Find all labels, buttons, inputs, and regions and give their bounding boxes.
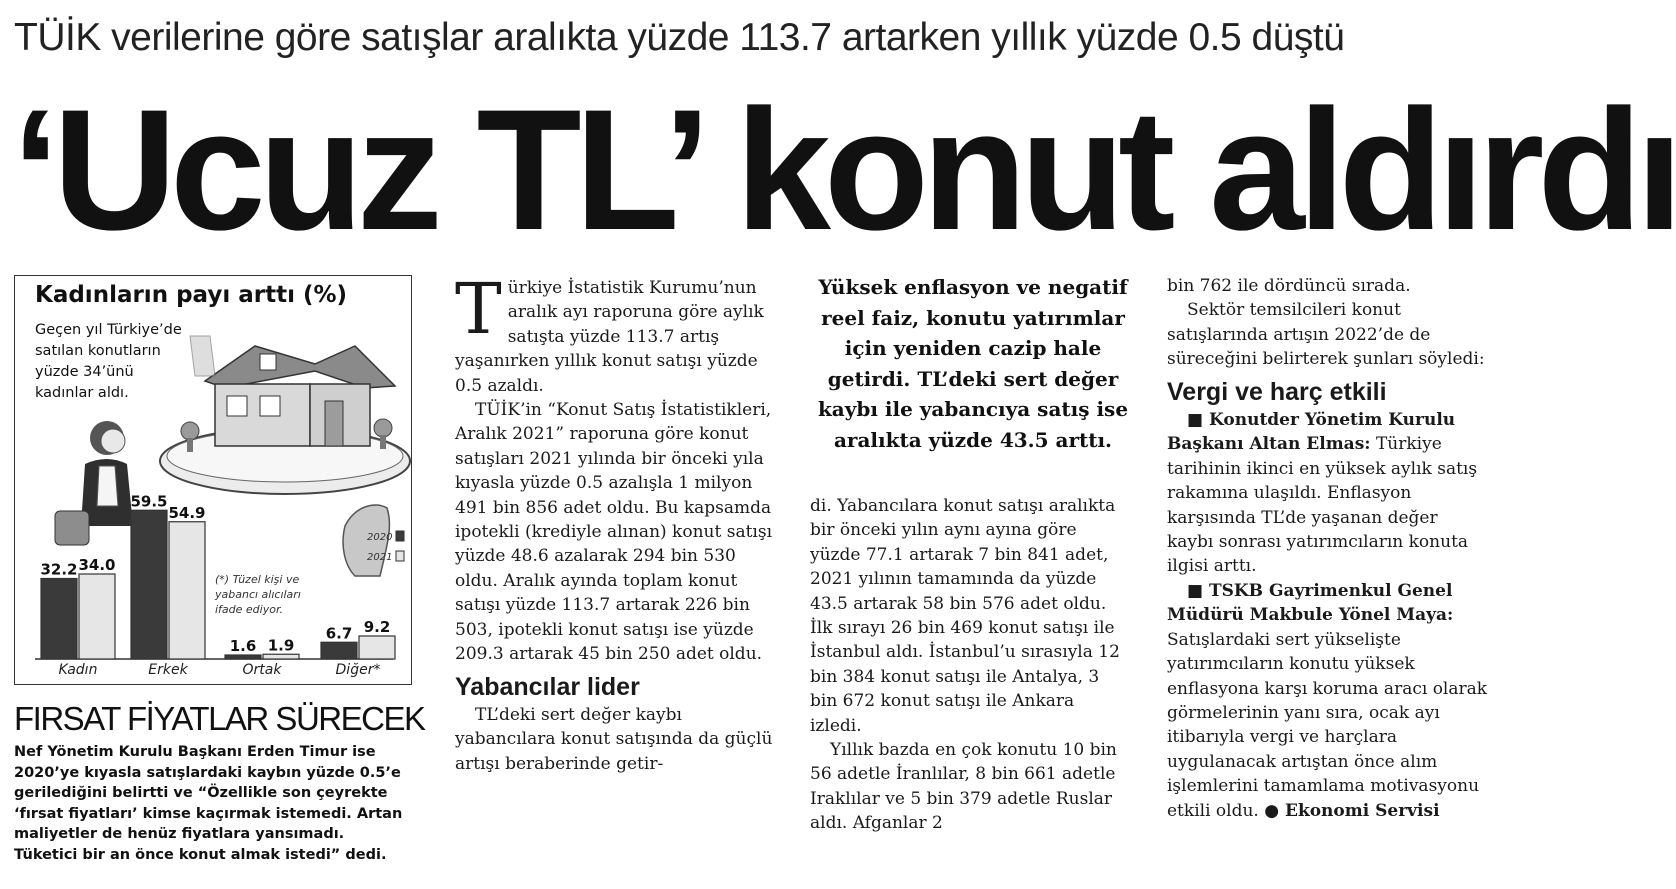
col1-paragraph-2: TÜİK’in “Konut Satış İstatistikleri, Aralık 2021” raporuna göre konut satışları 2021 yılında bir önceki yıla kıyasla yüzde 0.5 azalışla 1 milyon 491 bin 856 adet oldu. Bu kapsamda ipotekli (krediyle alınan) konut satışı yüzde 48.6 azalarak 294 bin 530 oldu. Aralık ayında toplam konut satışı yüzde 113.7 artarak 226 bin 503, ipotekli konut satışı ise yüzde 209.3 artarak 45 bin 250 adet oldu. — [455, 400, 773, 665]
bar-value-label: 34.0 — [78, 556, 116, 574]
main-headline: ‘Ucuz TL’ konut aldırdı — [12, 74, 1676, 266]
col3-paragraph-2: Sektör temsilcileri konut satışlarında artışın 2022’de de süreceğini belirterek şunları söyledi: — [1167, 300, 1485, 370]
article-column-1 — [455, 268, 775, 776]
legend-label-2020: 2020 — [367, 532, 393, 543]
category-label: Kadın — [58, 662, 98, 678]
bar-value-label: 6.7 — [325, 624, 353, 643]
bar-2020-Erkek — [131, 510, 167, 659]
pull-quote: Yüksek enflasyon ve negatif reel faiz, konutu yatırımlar için yeniden cazip hale getirdi. TL’deki sert değer kaybı ile yabancıya satış ise aralıkta yüzde 43.5 arttı. — [817, 275, 1129, 452]
col2-paragraph-1: di. Yabancılara konut satışı aralıkta bir önceki yılın aynı ayına göre yüzde 77.1 artarak 7 bin 841 adet, 2021 yılının tamamında da yüzde 43.5 artarak 58 bin 576 adet oldu. İlk sırayı 26 bin 469 konut satışı ile İstanbul aldı. İstanbul’u sırasıyla 12 bin 384 konut satışı ile Antalya, 3 bin 672 konut satışı ile Ankara izledi. — [810, 496, 1120, 736]
col2-paragraph-2: Yıllık bazda en çok konutu 10 bin 56 adetle İranlılar, 8 bin 661 adetle Iraklılar ve 5 bin 379 adetle Ruslar aldı. Afganlar 2 — [810, 740, 1117, 834]
sidebar-heading: FIRSAT FİYATLAR SÜRECEK — [14, 700, 425, 737]
drop-cap: T — [455, 268, 502, 350]
quote-2-speaker: ■ TSKB Gayrimenkul Genel Müdürü Makbule Yönel Maya: — [1167, 580, 1454, 626]
quote-2-text: Satışlardaki sert yükselişte yatırımcıların konutu yüksek enflasyona karşı koruma aracı olarak görmelerinin yanı sıra, ocak ayı itibarıyla vergi ve harçlara uygulanacak artıştan önce alım işlemlerini tamamlama motivasyonu etkili oldu. — [1167, 629, 1488, 821]
legend-label-2021: 2021 — [367, 552, 393, 563]
quote-1-speaker: ■ Konutder Yönetim Kurulu Başkanı Altan Elmas: — [1167, 410, 1456, 455]
col1-paragraph-3: TL’deki sert değer kaybı yabancılara konut satışında da güçlü artışı beraberinde getir- — [455, 704, 773, 774]
bar-2021-Erkek — [169, 522, 205, 659]
legend-swatch-2020 — [396, 531, 404, 541]
woman-illustration — [55, 421, 133, 545]
bar-value-label: 9.2 — [363, 618, 391, 636]
legend-swatch-2021 — [396, 551, 404, 561]
bar-value-label: 59.5 — [130, 492, 168, 511]
chart-footnote: (*) Tüzel kişi ve yabancı alıcıları ifade ediyor. — [215, 573, 301, 616]
chart-note: Geçen yıl Türkiye’de satılan konutların yüzde 34’ünü kadınlar aldı. — [35, 322, 182, 401]
subhead-vergi: Vergi ve harç etkili — [1167, 377, 1387, 406]
category-label: Ortak — [242, 662, 282, 678]
bar-value-label: 54.9 — [168, 503, 206, 522]
bar-2021-Diğer* — [359, 636, 395, 659]
bar-value-label: 1.9 — [267, 636, 295, 655]
category-label: Erkek — [148, 662, 188, 678]
sidebar-text: Nef Yönetim Kurulu Başkanı Erden Timur ise 2020’ye kıyasla satışlardaki kaybın yüzde 0.5’e gerilediğini belirtti ve “Özellikle son çeyrekte ‘fırsat fiyatları’ kimse kaçırmak istemedi. Artan maliyetler de henüz fiyatlara yansımadı. Tüketici bir an önce konut almak istedi” dedi. — [14, 744, 403, 863]
kicker-headline: TÜİK verilerine göre satışlar aralıkta yüzde 113.7 artarken yıllık yüzde 0.5 düştü — [14, 16, 1345, 59]
bar-value-label: 32.2 — [40, 560, 78, 579]
bar-2020-Ortak — [225, 655, 261, 659]
bar-2020-Kadın — [41, 579, 77, 660]
category-label: Diğer* — [335, 662, 381, 678]
col3-paragraph-1: bin 762 ile dördüncü sırada. — [1167, 276, 1411, 296]
col1-paragraph-1: ürkiye İstatistik Kurumu’nun aralık ayı raporuna göre aylık satışta yüzde 113.7 artış yaşanırken yıllık konut satışı yüzde 0.5 azaldı. — [455, 278, 764, 396]
article-column-3 — [1167, 274, 1489, 823]
subhead-yabancilar: Yabancılar lider — [455, 672, 640, 701]
bar-chart — [15, 276, 413, 686]
bar-2020-Diğer* — [321, 642, 357, 659]
bar-value-label: 1.6 — [229, 637, 257, 655]
chart-title: Kadınların payı arttı (%) — [35, 282, 348, 308]
article-column-2 — [810, 494, 1130, 836]
signoff: ● Ekonomi Servisi — [1264, 800, 1440, 821]
infographic-box — [14, 275, 412, 685]
bar-2021-Ortak — [263, 654, 299, 659]
quote-1-text: Türkiye tarihinin ikinci en yüksek aylık satış rakamına ulaşıldı. Enflasyon karşısında TL’de yaşanan değer kaybı sonrası yatırımcıların konuta ilgisi arttı. — [1167, 434, 1478, 577]
bar-2021-Kadın — [79, 574, 115, 659]
